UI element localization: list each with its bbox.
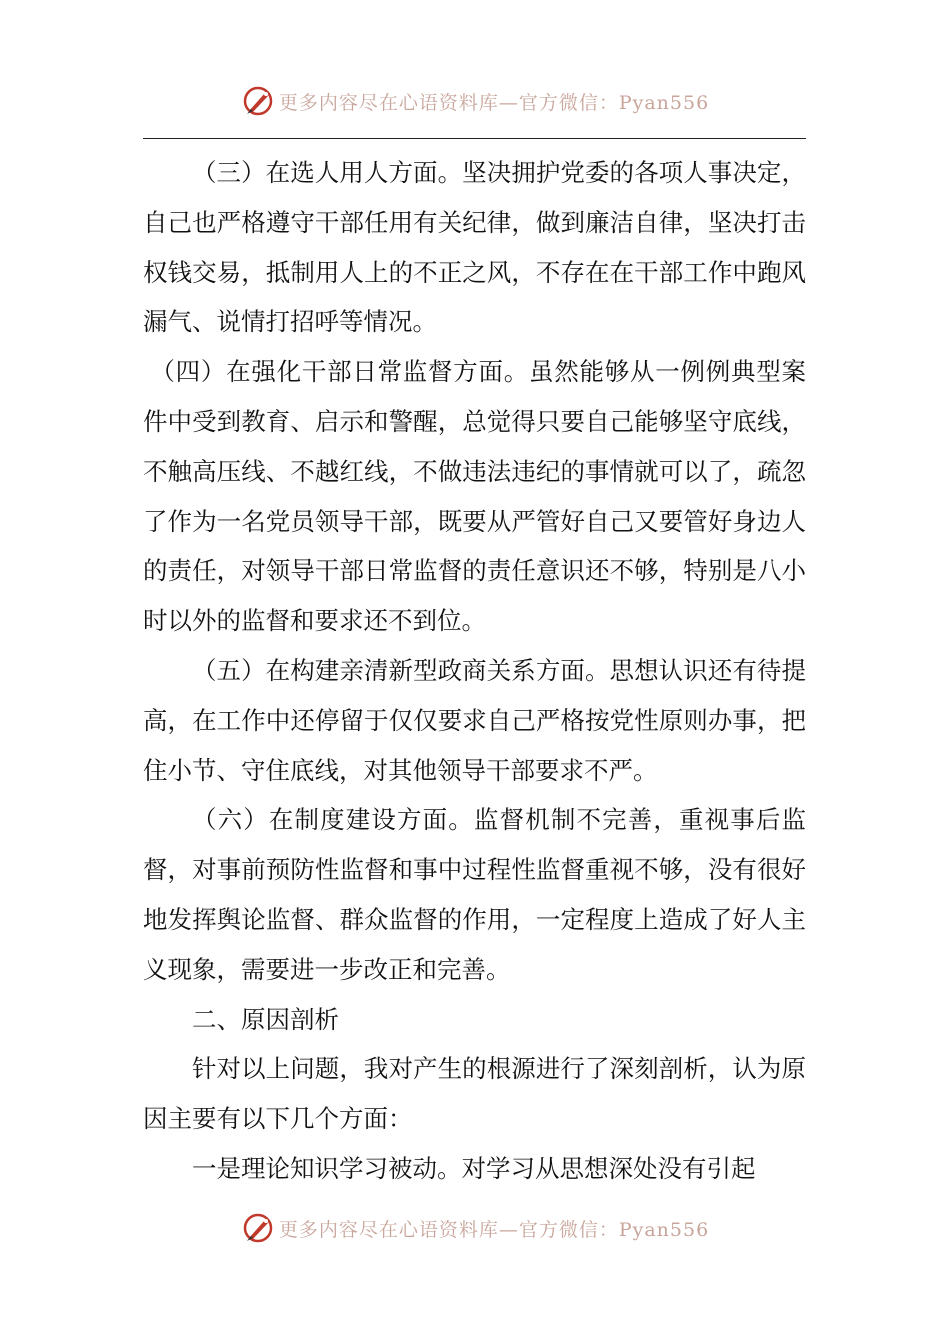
- header-watermark-text: 更多内容尽在心语资料库—官方微信：Pyan556: [278, 91, 710, 114]
- section-heading-cause-analysis: 二、原因剖析: [192, 1004, 339, 1034]
- paragraph-cause-first: 一是理论知识学习被动。对学习从思想深处没有引起: [192, 1153, 756, 1183]
- paragraph-institution-building: （六）在制度建设方面。监督机制不完善，重视事后监督，对事前预防性监督和事中过程性监督重视不够，没有很好地发挥舆论监督、群众监督的作用，一定程度上造成了好人主义现象，需要进一步改正和完善。: [143, 805, 806, 984]
- footer-watermark-text: 更多内容尽在心语资料库—官方微信：Pyan556: [278, 1218, 710, 1241]
- pen-nib-seal-icon: [241, 84, 275, 118]
- document-body: [143, 148, 806, 1194]
- paragraph-daily-supervision: （四）在强化干部日常监督方面。虽然能够从一例例典型案件中受到教育、启示和警醒，总觉得只要自己能够坚守底线，不触高压线、不越红线，不做违法违纪的事情就可以了，疏忽了作为一名党员领导干部，既要从严管好自己又要管好身边人的责任，对领导干部日常监督的责任意识还不够，特别是八小时以外的监督和要求还不到位。: [143, 357, 806, 636]
- paragraph-personnel: （三）在选人用人方面。坚决拥护党委的各项人事决定，自己也严格遵守干部任用有关纪律，做到廉洁自律，坚决打击权钱交易，抵制用人上的不正之风，不存在在干部工作中跑风漏气、说情打招呼等情况。: [143, 158, 806, 337]
- footer-watermark: [0, 1211, 950, 1245]
- paragraph-cause-intro: 针对以上问题，我对产生的根源进行了深刻剖析，认为原因主要有以下几个方面：: [143, 1054, 806, 1134]
- header-divider: [143, 138, 806, 139]
- header-watermark: [0, 84, 950, 118]
- pen-nib-seal-icon: [241, 1211, 275, 1245]
- paragraph-government-business: （五）在构建亲清新型政商关系方面。思想认识还有待提高，在工作中还停留于仅仅要求自己严格按党性原则办事，把住小节、守住底线，对其他领导干部要求不严。: [143, 655, 806, 785]
